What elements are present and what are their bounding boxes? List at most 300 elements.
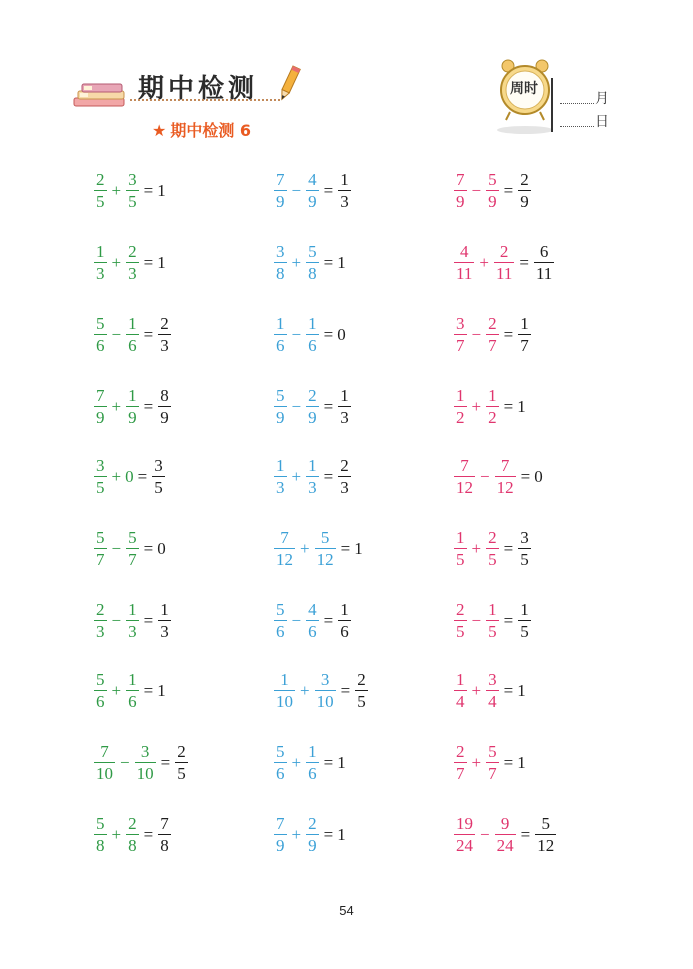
first-term-numerator: 7 — [96, 385, 105, 405]
first-term-fraction — [454, 815, 475, 854]
first-term-fraction — [274, 815, 287, 854]
answer-numerator: 5 — [541, 813, 550, 833]
second-term-fraction — [126, 815, 139, 854]
problem-item — [272, 592, 353, 648]
operator-sign: + — [291, 752, 302, 772]
equals-sign: = — [323, 610, 334, 630]
second-term-numerator: 2 — [128, 241, 137, 261]
equals-sign: = — [323, 252, 334, 272]
second-term-numerator: 2 — [499, 241, 509, 261]
answer-fraction — [175, 743, 188, 782]
first-term-fraction — [94, 743, 115, 782]
problem-item — [92, 378, 173, 434]
operator-sign: + — [111, 466, 122, 486]
answer-fraction — [158, 387, 171, 426]
problem-item — [92, 520, 167, 576]
answer-denominator: 9 — [160, 407, 169, 427]
second-term-numerator: 2 — [308, 385, 317, 405]
answer-whole-number: 0 — [534, 466, 543, 486]
second-term-denominator: 3 — [128, 621, 137, 641]
answer-fraction — [355, 671, 368, 710]
first-term-denominator: 5 — [456, 549, 465, 569]
answer-numerator: 2 — [357, 669, 366, 689]
first-term-fraction — [274, 171, 287, 210]
second-term-fraction — [486, 387, 499, 426]
first-term-denominator: 12 — [276, 549, 293, 569]
second-term-denominator: 7 — [488, 763, 497, 783]
first-term-denominator: 8 — [276, 263, 285, 283]
second-term-numerator: 1 — [308, 741, 317, 761]
second-term-denominator: 11 — [495, 263, 513, 283]
second-term-numerator: 5 — [320, 527, 330, 547]
first-term-fraction — [454, 529, 467, 568]
first-term-fraction — [94, 315, 107, 354]
equals-sign: = — [503, 680, 514, 700]
problem-item — [452, 806, 558, 862]
answer-whole-number: 1 — [157, 252, 166, 272]
second-term-fraction — [486, 171, 499, 210]
first-term-numerator: 4 — [459, 241, 469, 261]
answer-denominator: 3 — [340, 477, 349, 497]
second-term-fraction — [315, 529, 336, 568]
answer-numerator: 8 — [160, 385, 169, 405]
answer-whole-number: 1 — [354, 538, 363, 558]
first-term-fraction — [274, 315, 287, 354]
first-term-fraction — [454, 601, 467, 640]
first-term-denominator: 10 — [276, 691, 293, 711]
second-term-fraction — [486, 743, 499, 782]
second-term-fraction — [486, 529, 499, 568]
second-term-denominator: 3 — [128, 263, 137, 283]
operator-sign: + — [291, 252, 302, 272]
equals-sign: = — [323, 180, 334, 200]
first-term-fraction — [454, 671, 467, 710]
first-term-fraction — [94, 601, 107, 640]
answer-fraction — [534, 243, 554, 282]
page-title: 期中检测 — [138, 74, 259, 104]
date-divider — [551, 78, 553, 132]
problem-item — [92, 162, 167, 218]
second-term-numerator: 1 — [128, 599, 137, 619]
problem-item — [92, 448, 167, 504]
second-term-fraction — [306, 243, 319, 282]
second-term-denominator: 6 — [308, 335, 317, 355]
second-term-numerator: 3 — [128, 169, 137, 189]
second-term-numerator: 3 — [320, 669, 330, 689]
second-term-numerator: 1 — [488, 385, 497, 405]
problem-item — [452, 448, 544, 504]
problem-item — [272, 734, 347, 790]
answer-numerator: 1 — [340, 385, 349, 405]
first-term-numerator: 3 — [276, 241, 285, 261]
answer-numerator: 1 — [520, 313, 529, 333]
second-term-fraction — [126, 601, 139, 640]
operator-sign: − — [111, 610, 122, 630]
second-term-denominator: 12 — [496, 477, 514, 497]
first-term-numerator: 2 — [96, 169, 105, 189]
second-term-denominator: 7 — [128, 549, 137, 569]
second-term-denominator: 5 — [488, 621, 497, 641]
month-label: 月 — [595, 91, 609, 107]
second-term-fraction — [126, 171, 139, 210]
problem-item — [272, 520, 364, 576]
answer-whole-number: 1 — [157, 180, 166, 200]
second-term-denominator: 7 — [488, 335, 497, 355]
equals-sign: = — [323, 752, 334, 772]
answer-denominator: 7 — [520, 335, 529, 355]
operator-sign: − — [291, 324, 302, 344]
first-term-numerator: 7 — [100, 741, 109, 761]
day-label: 日 — [595, 114, 609, 130]
first-term-numerator: 5 — [96, 813, 105, 833]
second-term-fraction — [306, 815, 319, 854]
second-term-fraction — [495, 457, 516, 496]
problem-item — [92, 234, 167, 290]
first-term-denominator: 7 — [456, 335, 465, 355]
answer-denominator: 5 — [177, 763, 186, 783]
answer-whole-number: 1 — [517, 752, 526, 772]
equals-sign: = — [143, 824, 154, 844]
answer-denominator: 5 — [357, 691, 366, 711]
answer-denominator: 8 — [160, 835, 169, 855]
problem-item — [272, 234, 347, 290]
problem-item — [92, 662, 167, 718]
problem-item — [452, 520, 533, 576]
problem-item — [92, 306, 173, 362]
second-term-fraction — [306, 387, 319, 426]
first-term-numerator: 1 — [456, 669, 465, 689]
second-term-denominator: 8 — [128, 835, 137, 855]
operator-sign: + — [291, 466, 302, 486]
operator-sign: + — [111, 396, 122, 416]
operator-sign: − — [120, 752, 130, 772]
first-term-numerator: 7 — [276, 813, 285, 833]
first-term-denominator: 6 — [96, 335, 105, 355]
first-term-numerator: 3 — [96, 455, 105, 475]
header-band — [70, 62, 310, 112]
second-term-denominator: 6 — [308, 763, 317, 783]
first-term-denominator: 12 — [456, 477, 473, 497]
equals-sign: = — [503, 610, 514, 630]
answer-fraction — [535, 815, 556, 854]
second-term-fraction — [495, 815, 516, 854]
second-term-numerator: 2 — [128, 813, 137, 833]
first-term-denominator: 3 — [276, 477, 285, 497]
equals-sign: = — [143, 252, 154, 272]
first-term-denominator: 10 — [96, 763, 113, 783]
equals-sign: = — [143, 680, 154, 700]
answer-fraction — [338, 171, 351, 210]
first-term-fraction — [94, 387, 107, 426]
equals-sign: = — [323, 466, 334, 486]
answer-whole-number: 1 — [517, 396, 526, 416]
equals-sign: = — [503, 396, 514, 416]
first-term-numerator: 2 — [96, 599, 105, 619]
equals-sign: = — [143, 396, 154, 416]
first-term-denominator: 2 — [456, 407, 465, 427]
first-term-fraction — [94, 815, 107, 854]
answer-denominator: 3 — [160, 621, 169, 641]
answer-fraction — [338, 601, 351, 640]
second-term-denominator: 5 — [488, 549, 497, 569]
equals-sign: = — [143, 324, 154, 344]
second-term-numerator: 4 — [308, 169, 317, 189]
second-term-denominator: 12 — [316, 549, 334, 569]
second-term-denominator: 2 — [488, 407, 497, 427]
second-term-fraction — [135, 743, 156, 782]
second-term-numerator: 2 — [308, 813, 317, 833]
problem-item — [272, 162, 353, 218]
first-term-denominator: 7 — [456, 763, 465, 783]
first-term-fraction — [274, 387, 287, 426]
operator-sign: − — [291, 610, 302, 630]
problem-item — [452, 378, 527, 434]
second-term-fraction — [486, 601, 499, 640]
answer-denominator: 5 — [520, 549, 529, 569]
second-term-denominator: 9 — [308, 407, 317, 427]
first-term-denominator: 9 — [456, 191, 465, 211]
answer-numerator: 2 — [177, 741, 186, 761]
first-term-numerator: 1 — [276, 455, 285, 475]
first-term-numerator: 1 — [96, 241, 105, 261]
first-term-fraction — [454, 171, 467, 210]
equals-sign: = — [160, 752, 171, 772]
answer-whole-number: 1 — [337, 252, 346, 272]
first-term-numerator: 19 — [456, 813, 473, 833]
second-term-fraction — [315, 671, 336, 710]
second-term-denominator: 6 — [128, 335, 137, 355]
first-term-fraction — [274, 243, 287, 282]
operator-sign: + — [300, 680, 310, 700]
answer-numerator: 1 — [340, 169, 349, 189]
first-term-fraction — [274, 529, 295, 568]
equals-sign: = — [503, 324, 514, 344]
operator-sign: + — [471, 538, 482, 558]
first-term-denominator: 9 — [276, 191, 285, 211]
equals-sign: = — [323, 824, 334, 844]
clock-label: 周时 — [510, 81, 538, 97]
answer-denominator: 3 — [160, 335, 169, 355]
equals-sign: = — [503, 538, 514, 558]
first-term-denominator: 6 — [276, 763, 285, 783]
second-term-fraction — [126, 387, 139, 426]
operator-sign: + — [471, 680, 482, 700]
first-term-numerator: 7 — [456, 169, 465, 189]
first-term-denominator: 5 — [456, 621, 465, 641]
operator-sign: + — [111, 680, 122, 700]
operator-sign: − — [480, 824, 490, 844]
first-term-numerator: 5 — [96, 669, 105, 689]
second-term-denominator: 10 — [316, 691, 334, 711]
second-term-numerator: 5 — [308, 241, 317, 261]
second-term-numerator: 1 — [488, 599, 497, 619]
second-term-fraction — [306, 171, 319, 210]
second-term-fraction — [126, 243, 139, 282]
first-term-denominator: 7 — [96, 549, 105, 569]
second-term-fraction — [126, 671, 139, 710]
answer-denominator: 11 — [535, 263, 553, 283]
operator-sign: − — [111, 324, 122, 344]
first-term-numerator: 5 — [276, 599, 285, 619]
equals-sign: = — [340, 538, 351, 558]
operator-sign: + — [471, 396, 482, 416]
problem-item — [452, 306, 533, 362]
answer-whole-number: 1 — [517, 680, 526, 700]
problem-item — [272, 806, 347, 862]
second-term-numerator: 5 — [128, 527, 137, 547]
answer-whole-number: 0 — [337, 324, 346, 344]
answer-fraction — [518, 601, 531, 640]
second-term-fraction — [486, 671, 499, 710]
first-term-numerator: 5 — [96, 527, 105, 547]
first-term-fraction — [454, 315, 467, 354]
problem-item — [92, 806, 173, 862]
equals-sign: = — [143, 538, 154, 558]
equals-sign: = — [503, 752, 514, 772]
first-term-fraction — [94, 243, 107, 282]
first-term-denominator: 24 — [456, 835, 473, 855]
answer-fraction — [518, 315, 531, 354]
first-term-denominator: 3 — [96, 263, 105, 283]
first-term-numerator: 2 — [456, 599, 465, 619]
equals-sign: = — [503, 180, 514, 200]
first-term-numerator: 3 — [456, 313, 465, 333]
first-term-fraction — [94, 671, 107, 710]
answer-whole-number: 1 — [157, 680, 166, 700]
operator-sign: − — [480, 466, 490, 486]
first-term-numerator: 1 — [456, 527, 465, 547]
second-term-numerator: 3 — [140, 741, 150, 761]
answer-denominator: 12 — [537, 835, 555, 855]
second-term-numerator: 9 — [500, 813, 510, 833]
second-term-numerator: 2 — [488, 313, 497, 333]
problem-item — [452, 592, 533, 648]
first-term-numerator: 1 — [280, 669, 289, 689]
equals-sign: = — [143, 610, 154, 630]
answer-fraction — [152, 457, 165, 496]
first-term-fraction — [274, 601, 287, 640]
second-term-numerator: 2 — [488, 527, 497, 547]
second-term-fraction — [306, 457, 319, 496]
section-subtitle — [152, 118, 251, 141]
equals-sign: = — [143, 180, 154, 200]
operator-sign: − — [111, 538, 122, 558]
first-term-fraction — [274, 671, 295, 710]
answer-denominator: 6 — [340, 621, 349, 641]
first-term-denominator: 4 — [456, 691, 465, 711]
first-term-denominator: 5 — [96, 477, 105, 497]
answer-numerator: 2 — [520, 169, 529, 189]
first-term-numerator: 1 — [456, 385, 465, 405]
answer-denominator: 9 — [520, 191, 529, 211]
answer-denominator: 5 — [520, 621, 529, 641]
answer-fraction — [158, 815, 171, 854]
second-term-fraction — [126, 529, 139, 568]
first-term-numerator: 2 — [456, 741, 465, 761]
first-term-numerator: 5 — [276, 385, 285, 405]
problem-item — [92, 592, 173, 648]
problem-item — [272, 378, 353, 434]
answer-denominator: 3 — [340, 191, 349, 211]
first-term-denominator: 9 — [276, 835, 285, 855]
second-term-fraction — [486, 315, 499, 354]
equals-sign: = — [520, 466, 531, 486]
operator-sign: + — [111, 824, 122, 844]
first-term-fraction — [454, 243, 474, 282]
first-term-denominator: 11 — [456, 263, 473, 283]
pencil-icon — [276, 64, 302, 104]
operator-sign: − — [471, 324, 482, 344]
answer-fraction — [518, 529, 531, 568]
second-term-numerator: 3 — [488, 669, 497, 689]
answer-numerator: 3 — [520, 527, 529, 547]
first-term-numerator: 5 — [276, 741, 285, 761]
first-term-fraction — [94, 457, 107, 496]
second-term-denominator: 6 — [308, 621, 317, 641]
second-term-numerator: 1 — [308, 313, 317, 333]
second-term-denominator: 9 — [128, 407, 137, 427]
second-term-numerator: 4 — [308, 599, 317, 619]
second-term-numerator: 1 — [308, 455, 317, 475]
page-number: 54 — [339, 903, 354, 918]
second-term-denominator: 9 — [308, 835, 317, 855]
second-term-denominator: 5 — [128, 191, 137, 211]
first-term-numerator: 7 — [280, 527, 289, 547]
operator-sign: − — [291, 396, 302, 416]
answer-numerator: 2 — [340, 455, 349, 475]
second-term-denominator: 6 — [128, 691, 137, 711]
answer-numerator: 3 — [154, 455, 163, 475]
first-term-denominator: 6 — [96, 691, 105, 711]
first-term-denominator: 3 — [96, 621, 105, 641]
first-term-denominator: 6 — [276, 621, 285, 641]
first-term-denominator: 5 — [96, 191, 105, 211]
month-blank — [560, 103, 594, 104]
answer-numerator: 6 — [539, 241, 549, 261]
problem-item — [452, 734, 527, 790]
answer-fraction — [338, 457, 351, 496]
problem-item — [452, 162, 533, 218]
second-term-numerator: 1 — [128, 313, 137, 333]
equals-sign: = — [323, 324, 334, 344]
first-term-denominator: 9 — [276, 407, 285, 427]
answer-whole-number: 0 — [157, 538, 166, 558]
second-term-whole-number: 0 — [125, 466, 134, 486]
second-term-denominator: 9 — [308, 191, 317, 211]
problem-item — [272, 306, 347, 362]
second-term-numerator: 5 — [488, 169, 497, 189]
first-term-denominator: 6 — [276, 335, 285, 355]
first-term-numerator: 7 — [276, 169, 285, 189]
second-term-numerator: 5 — [488, 741, 497, 761]
operator-sign: − — [291, 180, 302, 200]
operator-sign: + — [479, 252, 489, 272]
second-term-numerator: 1 — [128, 385, 137, 405]
second-term-denominator: 4 — [488, 691, 497, 711]
problem-item — [272, 662, 370, 718]
answer-fraction — [518, 171, 531, 210]
operator-sign: − — [471, 610, 482, 630]
first-term-fraction — [94, 529, 107, 568]
first-term-numerator: 7 — [460, 455, 469, 475]
first-term-denominator: 8 — [96, 835, 105, 855]
answer-numerator: 2 — [160, 313, 169, 333]
answer-numerator: 1 — [160, 599, 169, 619]
equals-sign: = — [323, 396, 334, 416]
problem-item — [452, 662, 527, 718]
answer-fraction — [158, 601, 171, 640]
answer-fraction — [158, 315, 171, 354]
